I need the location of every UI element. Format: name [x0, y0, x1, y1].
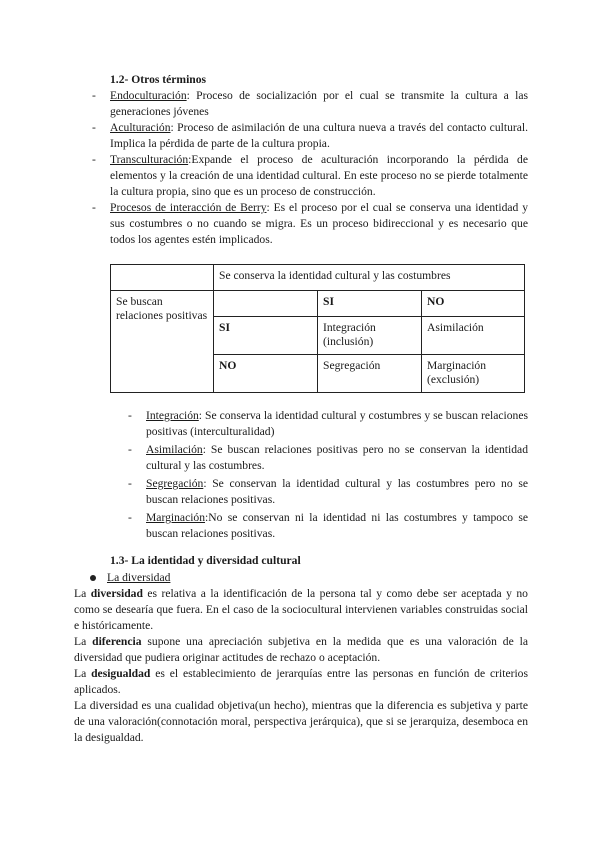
- paragraph-prefix: La: [74, 635, 93, 648]
- definitions-list: [128, 408, 528, 544]
- table-cell-asimilacion: Asimilación: [422, 317, 525, 355]
- definition-text: : Se buscan relaciones positivas pero no se conservan la identidad cultural y las costumbres.: [146, 443, 528, 472]
- list-item: [128, 408, 528, 440]
- list-item: [92, 152, 528, 200]
- bullet-dot-icon: [90, 575, 96, 581]
- definition-term: Integración: [146, 409, 199, 422]
- paragraph: [74, 666, 528, 698]
- term-label: Transculturación: [110, 153, 189, 166]
- definition-text: :No se conservan ni la identidad ni las costumbres y tampoco se buscan relaciones positivas.: [146, 511, 528, 540]
- paragraph-text: La diversidad es una cualidad objetiva(un hecho), mientras que la diferencia es subjetiva y parte de una valoración(connotación moral, perspectiva jerárquica), que si se jerarquiza, desemboca en la desigualdad.: [74, 699, 528, 744]
- paragraph: [74, 698, 528, 746]
- term-label: Procesos de interacción de Berry: [110, 201, 267, 214]
- paragraph-keyword: desigualdad: [91, 667, 151, 680]
- paragraph-keyword: diferencia: [92, 635, 142, 648]
- list-item: [128, 510, 528, 542]
- terms-list: [92, 88, 528, 248]
- paragraph-prefix: La: [74, 587, 91, 600]
- table-row-header: Se buscan relaciones positivas: [111, 291, 214, 393]
- berry-interaction-table: [110, 264, 525, 393]
- table-corner-cell: [111, 265, 214, 291]
- table-cell-integracion: Integración (inclusión): [318, 317, 422, 355]
- definition-term: Asimilación: [146, 443, 203, 456]
- paragraph: [74, 634, 528, 666]
- bullet-item: [90, 570, 170, 586]
- list-item: [92, 200, 528, 248]
- paragraph-prefix: La: [74, 667, 92, 680]
- table-col-no: NO: [422, 291, 525, 317]
- table-top-header: Se conserva la identidad cultural y las costumbres: [214, 265, 525, 291]
- definition-term: Marginación: [146, 511, 206, 524]
- paragraph-text: es el establecimiento de jerarquías entre las personas en función de criterios aplicados.: [74, 667, 528, 696]
- term-text: : Proceso de socialización por el cual se transmite la cultura a las generaciones jóvenes: [110, 89, 528, 118]
- term-text: : Es el proceso por el cual se conserva una identidad y sus costumbres o no cuando se migra. Es un proceso bidireccional y es necesario que todos los agentes estén implicados.: [110, 201, 529, 246]
- list-item: [92, 88, 528, 120]
- paragraph-keyword: diversidad: [90, 587, 143, 600]
- table-col-si: SI: [318, 291, 422, 317]
- list-item: [128, 476, 528, 508]
- term-label: Aculturación: [110, 121, 171, 134]
- definition-term: Segregación: [146, 477, 204, 490]
- definition-text: : Se conservan la identidad cultural y las costumbres pero no se buscan relaciones positivas.: [146, 477, 528, 506]
- term-text: : Proceso de asimilación de una cultura nueva a través del contacto cultural. Implica la pérdida de parte de la cultura propia.: [110, 121, 528, 150]
- paragraph-text: es relativa a la identificación de la persona tal y como debe ser aceptada y no como se desearía que fuera. En el caso de la sociocultural intervienen variables construidas social e históricamente.: [74, 587, 528, 632]
- paragraph-text: supone una apreciación subjetiva en la medida que es una valoración de la diversidad que pudiera originar actitudes de rechazo o aceptación.: [74, 635, 528, 664]
- section-heading-1-3: 1.3- La identidad y diversidad cultural: [110, 554, 301, 567]
- diversity-paragraphs: [74, 586, 528, 746]
- table-cell-segregacion: Segregación: [318, 355, 422, 393]
- list-item: [92, 120, 528, 152]
- list-item: [128, 442, 528, 474]
- bullet-label: La diversidad: [107, 571, 171, 584]
- section-heading-1-2: 1.2- Otros términos: [110, 73, 207, 86]
- paragraph: [74, 586, 528, 634]
- term-text: :Expande el proceso de aculturación incorporando la pérdida de elementos y la creación de una identidad cultural. En este proceso no se pierde totalmente la cultura propia, sino que es un proceso de construcción.: [110, 153, 528, 198]
- table-empty-cell: [214, 291, 318, 317]
- table-row-si: SI: [214, 317, 318, 355]
- table-cell-marginacion: Marginación (exclusión): [422, 355, 525, 393]
- definition-text: : Se conserva la identidad cultural y costumbres y se buscan relaciones positivas (interculturalidad): [146, 409, 528, 438]
- term-label: Endoculturación: [110, 89, 187, 102]
- table-row-no: NO: [214, 355, 318, 393]
